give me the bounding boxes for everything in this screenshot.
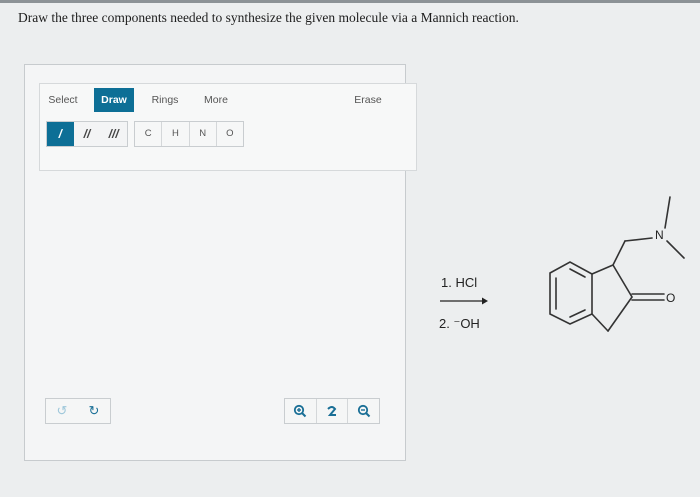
- tab-select[interactable]: Select: [48, 94, 78, 106]
- undo-icon: ↺: [56, 403, 68, 418]
- tab-erase[interactable]: Erase: [354, 94, 382, 106]
- tab-row: [40, 84, 416, 114]
- zoom-out-button[interactable]: [348, 399, 379, 423]
- reaction-condition-1: 1. HCl: [441, 275, 478, 290]
- atom-o-button[interactable]: O: [226, 128, 234, 139]
- tool-row: [40, 118, 416, 148]
- redo-icon: ↻: [88, 403, 100, 418]
- product-molecule: [420, 180, 700, 370]
- reaction-scheme: [420, 180, 700, 370]
- double-bond-button[interactable]: [74, 122, 101, 146]
- triple-bond-button[interactable]: [100, 122, 127, 146]
- tab-draw[interactable]: Draw: [94, 88, 134, 112]
- tab-more[interactable]: More: [204, 94, 228, 106]
- zoom-out-icon: [357, 404, 371, 418]
- undo-button[interactable]: [46, 399, 78, 423]
- atom-tools: [134, 121, 244, 147]
- zoom-controls: [284, 398, 380, 424]
- editor-toolbar: [39, 83, 417, 171]
- atom-c-button[interactable]: C: [135, 122, 162, 146]
- reset-zoom-icon: [325, 404, 339, 418]
- single-bond-icon: /: [58, 127, 62, 141]
- zoom-in-icon: [293, 404, 307, 418]
- redo-button[interactable]: [78, 399, 110, 423]
- atom-label-n: N: [655, 228, 664, 242]
- single-bond-button[interactable]: [47, 122, 74, 146]
- double-bond-icon: //: [83, 127, 91, 141]
- bond-tools: [46, 121, 128, 147]
- reset-zoom-button[interactable]: [317, 399, 349, 423]
- atom-label-o: O: [666, 291, 676, 305]
- history-controls: [45, 398, 111, 424]
- structure-editor[interactable]: [24, 64, 406, 461]
- zoom-in-button[interactable]: [285, 399, 317, 423]
- reaction-condition-2: 2. ⁻OH: [439, 316, 480, 331]
- tab-rings[interactable]: Rings: [151, 94, 179, 106]
- atom-n-button[interactable]: N: [190, 122, 217, 146]
- top-accent-bar: [0, 0, 700, 3]
- atom-h-button[interactable]: H: [162, 122, 189, 146]
- triple-bond-icon: ///: [108, 127, 119, 141]
- question-text: Draw the three components needed to synthesize the given molecule via a Mannich reaction.: [18, 10, 519, 25]
